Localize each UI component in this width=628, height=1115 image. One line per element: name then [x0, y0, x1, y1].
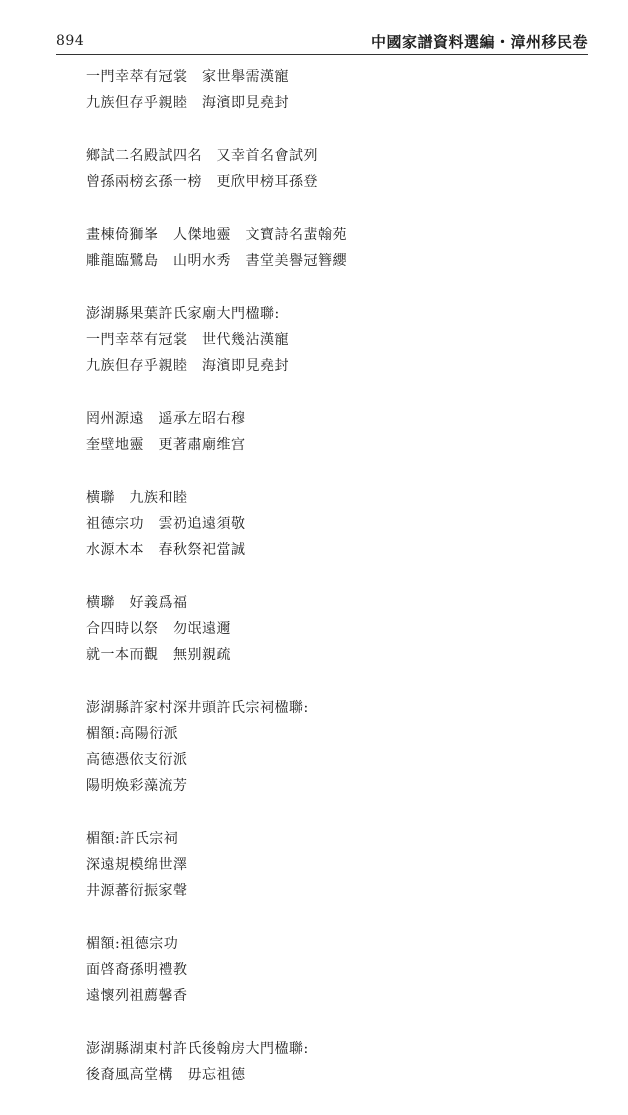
text-line: 一門幸萃有冠裳 家世舉需漢寵 [86, 69, 289, 85]
text-line: 鄉試二名殿試四名 又幸首名會試列 [86, 148, 318, 164]
text-line: 九族但存乎親睦 海濱即見堯封 [86, 358, 289, 374]
text-line: 深遠規模绵世澤 [86, 857, 188, 873]
couplet-block [86, 301, 586, 379]
couplet-block [86, 695, 586, 799]
couplet-block [86, 931, 586, 1009]
lintel-line: 楣額:祖德宗功 [86, 936, 179, 952]
text-line: 遠懷列祖薦馨香 [86, 988, 188, 1004]
page-number: 894 [56, 33, 85, 49]
text-line: 就一本而觀 無别親疏 [86, 647, 231, 663]
page-header [56, 30, 588, 52]
section-heading: 澎湖縣許家村深井頭許氏宗祠楹聯: [86, 700, 309, 716]
text-line: 畫棟倚獅峯 人傑地靈 文寶詩名蜚翰苑 [86, 227, 347, 243]
text-line: 井源蕃衍振家聲 [86, 883, 188, 899]
text-line: 祖德宗功 雲礽追遠須敬 [86, 516, 246, 532]
couplet-block [86, 143, 586, 195]
couplet-block [86, 406, 586, 458]
header-rule [56, 54, 588, 55]
text-line: 九族但存乎親睦 海濱即見堯封 [86, 95, 289, 111]
couplet-block [86, 826, 586, 904]
text-line: 罔州源遠 遥承左昭右穆 [86, 411, 246, 427]
text-line: 陽明焕彩藻流芳 [86, 778, 188, 794]
text-line: 一門幸萃有冠裳 世代幾沾漢寵 [86, 332, 289, 348]
section-heading: 澎湖縣果葉許氏家廟大門楹聯: [86, 306, 280, 322]
text-line: 雕龍臨鷺島 山明水秀 書堂美譽冠簪纓 [86, 253, 347, 269]
couplet-block [86, 1036, 586, 1088]
text-line: 後裔風高堂構 毋忘祖德 [86, 1067, 246, 1083]
text-line: 水源木本 春秋祭祀當誠 [86, 542, 246, 558]
section-heading: 澎湖縣湖東村許氏後翰房大門楹聯: [86, 1041, 309, 1057]
text-line: 曾孫兩榜玄孫一榜 更欣甲榜耳孫登 [86, 174, 318, 190]
couplet-block [86, 590, 586, 668]
lintel-line: 楣額:高陽衍派 [86, 726, 179, 742]
text-line: 高德憑依支衍派 [86, 752, 188, 768]
text-line: 合四時以祭 勿氓遠邇 [86, 621, 231, 637]
page-body [86, 64, 586, 1115]
running-title: 中國家譜資料選編・漳州移民卷 [370, 33, 588, 51]
lintel-line: 楣額:許氏宗祠 [86, 831, 179, 847]
text-line: 奎壁地靈 更著肅廟维宫 [86, 437, 246, 453]
couplet-block [86, 222, 586, 274]
couplet-block [86, 485, 586, 563]
couplet-block [86, 64, 586, 116]
horizontal-scroll-line: 横聯 好義爲福 [86, 595, 188, 611]
horizontal-scroll-line: 横聯 九族和睦 [86, 490, 188, 506]
text-line: 面啓裔孫明禮教 [86, 962, 188, 978]
